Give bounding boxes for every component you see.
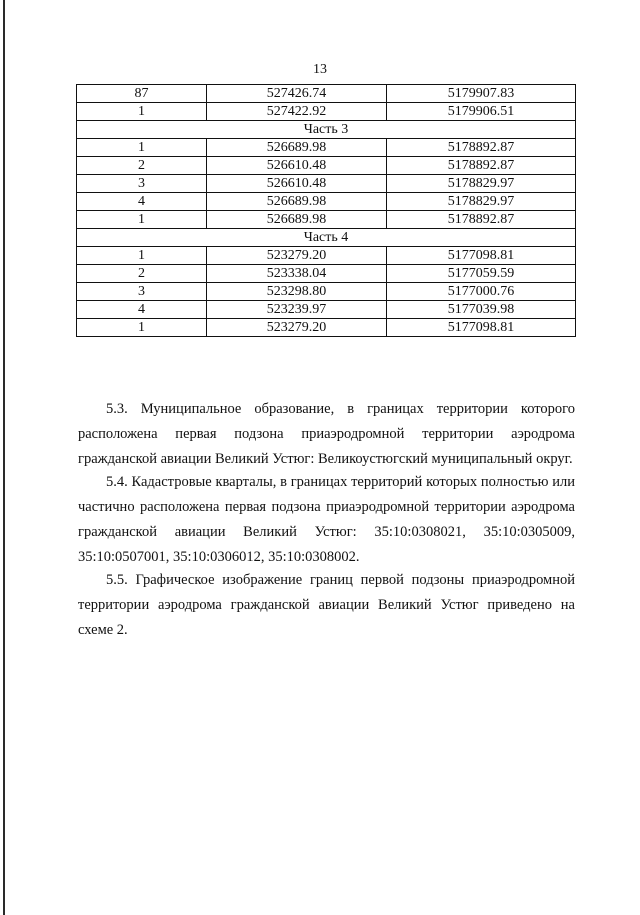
point-number: 4 [77, 193, 207, 211]
coord-x: 523338.04 [207, 265, 387, 283]
coordinates-table [76, 84, 576, 337]
coord-x: 527422.92 [207, 103, 387, 121]
point-number: 3 [77, 175, 207, 193]
coord-x: 523279.20 [207, 319, 387, 337]
coord-y: 5177059.59 [387, 265, 576, 283]
table-row [77, 265, 576, 283]
point-number: 3 [77, 283, 207, 301]
point-number: 1 [77, 319, 207, 337]
coord-y: 5179907.83 [387, 85, 576, 103]
table-section-row [77, 229, 576, 247]
table-row [77, 139, 576, 157]
coord-y: 5178892.87 [387, 211, 576, 229]
table-row [77, 193, 576, 211]
table-row [77, 283, 576, 301]
coord-y: 5177098.81 [387, 247, 576, 265]
point-number: 1 [77, 139, 207, 157]
coord-x: 526689.98 [207, 139, 387, 157]
table-row [77, 175, 576, 193]
table-row [77, 85, 576, 103]
coord-y: 5178829.97 [387, 175, 576, 193]
point-number: 87 [77, 85, 207, 103]
section-label: Часть 4 [77, 229, 576, 247]
coord-x: 527426.74 [207, 85, 387, 103]
page-number: 13 [313, 62, 327, 77]
paragraph: 5.4. Кадастровые кварталы, в границах территорий которых полностью или частично расположена первая подзона приаэродромной территории аэродрома гражданской авиации Великий Устюг: 35:10:0308021, 35:10:0305009, 35:10:0507001, 35:10:0306012, 35:10:0308002. [78, 474, 575, 565]
section-5-5 [78, 568, 575, 643]
coord-x: 526689.98 [207, 193, 387, 211]
paragraph: 5.5. Графическое изображение границ первой подзоны приаэродромной территории аэродрома гражданской авиации Великий Устюг приведено на схеме 2. [78, 572, 575, 638]
coord-x: 526689.98 [207, 211, 387, 229]
section-5-3 [78, 397, 575, 472]
table-section-row [77, 121, 576, 139]
table-row [77, 319, 576, 337]
coord-y: 5179906.51 [387, 103, 576, 121]
table-row [77, 211, 576, 229]
paragraph: 5.3. Муниципальное образование, в границах территории которого расположена первая подзона приаэродромной территории аэродрома гражданской авиации Великий Устюг: Великоустюгский муниципальный округ. [78, 401, 575, 467]
point-number: 1 [77, 103, 207, 121]
point-number: 1 [77, 211, 207, 229]
coord-y: 5177000.76 [387, 283, 576, 301]
scan-edge [3, 0, 5, 915]
table-row [77, 157, 576, 175]
coord-y: 5177098.81 [387, 319, 576, 337]
point-number: 2 [77, 157, 207, 175]
table-row [77, 301, 576, 319]
point-number: 2 [77, 265, 207, 283]
coord-x: 523239.97 [207, 301, 387, 319]
coord-y: 5177039.98 [387, 301, 576, 319]
coord-y: 5178892.87 [387, 157, 576, 175]
table-row [77, 247, 576, 265]
coord-x: 526610.48 [207, 175, 387, 193]
table-row [77, 103, 576, 121]
section-5-4 [78, 470, 575, 570]
point-number: 4 [77, 301, 207, 319]
section-label: Часть 3 [77, 121, 576, 139]
point-number: 1 [77, 247, 207, 265]
coord-y: 5178829.97 [387, 193, 576, 211]
coord-y: 5178892.87 [387, 139, 576, 157]
coord-x: 523279.20 [207, 247, 387, 265]
coord-x: 526610.48 [207, 157, 387, 175]
coord-x: 523298.80 [207, 283, 387, 301]
